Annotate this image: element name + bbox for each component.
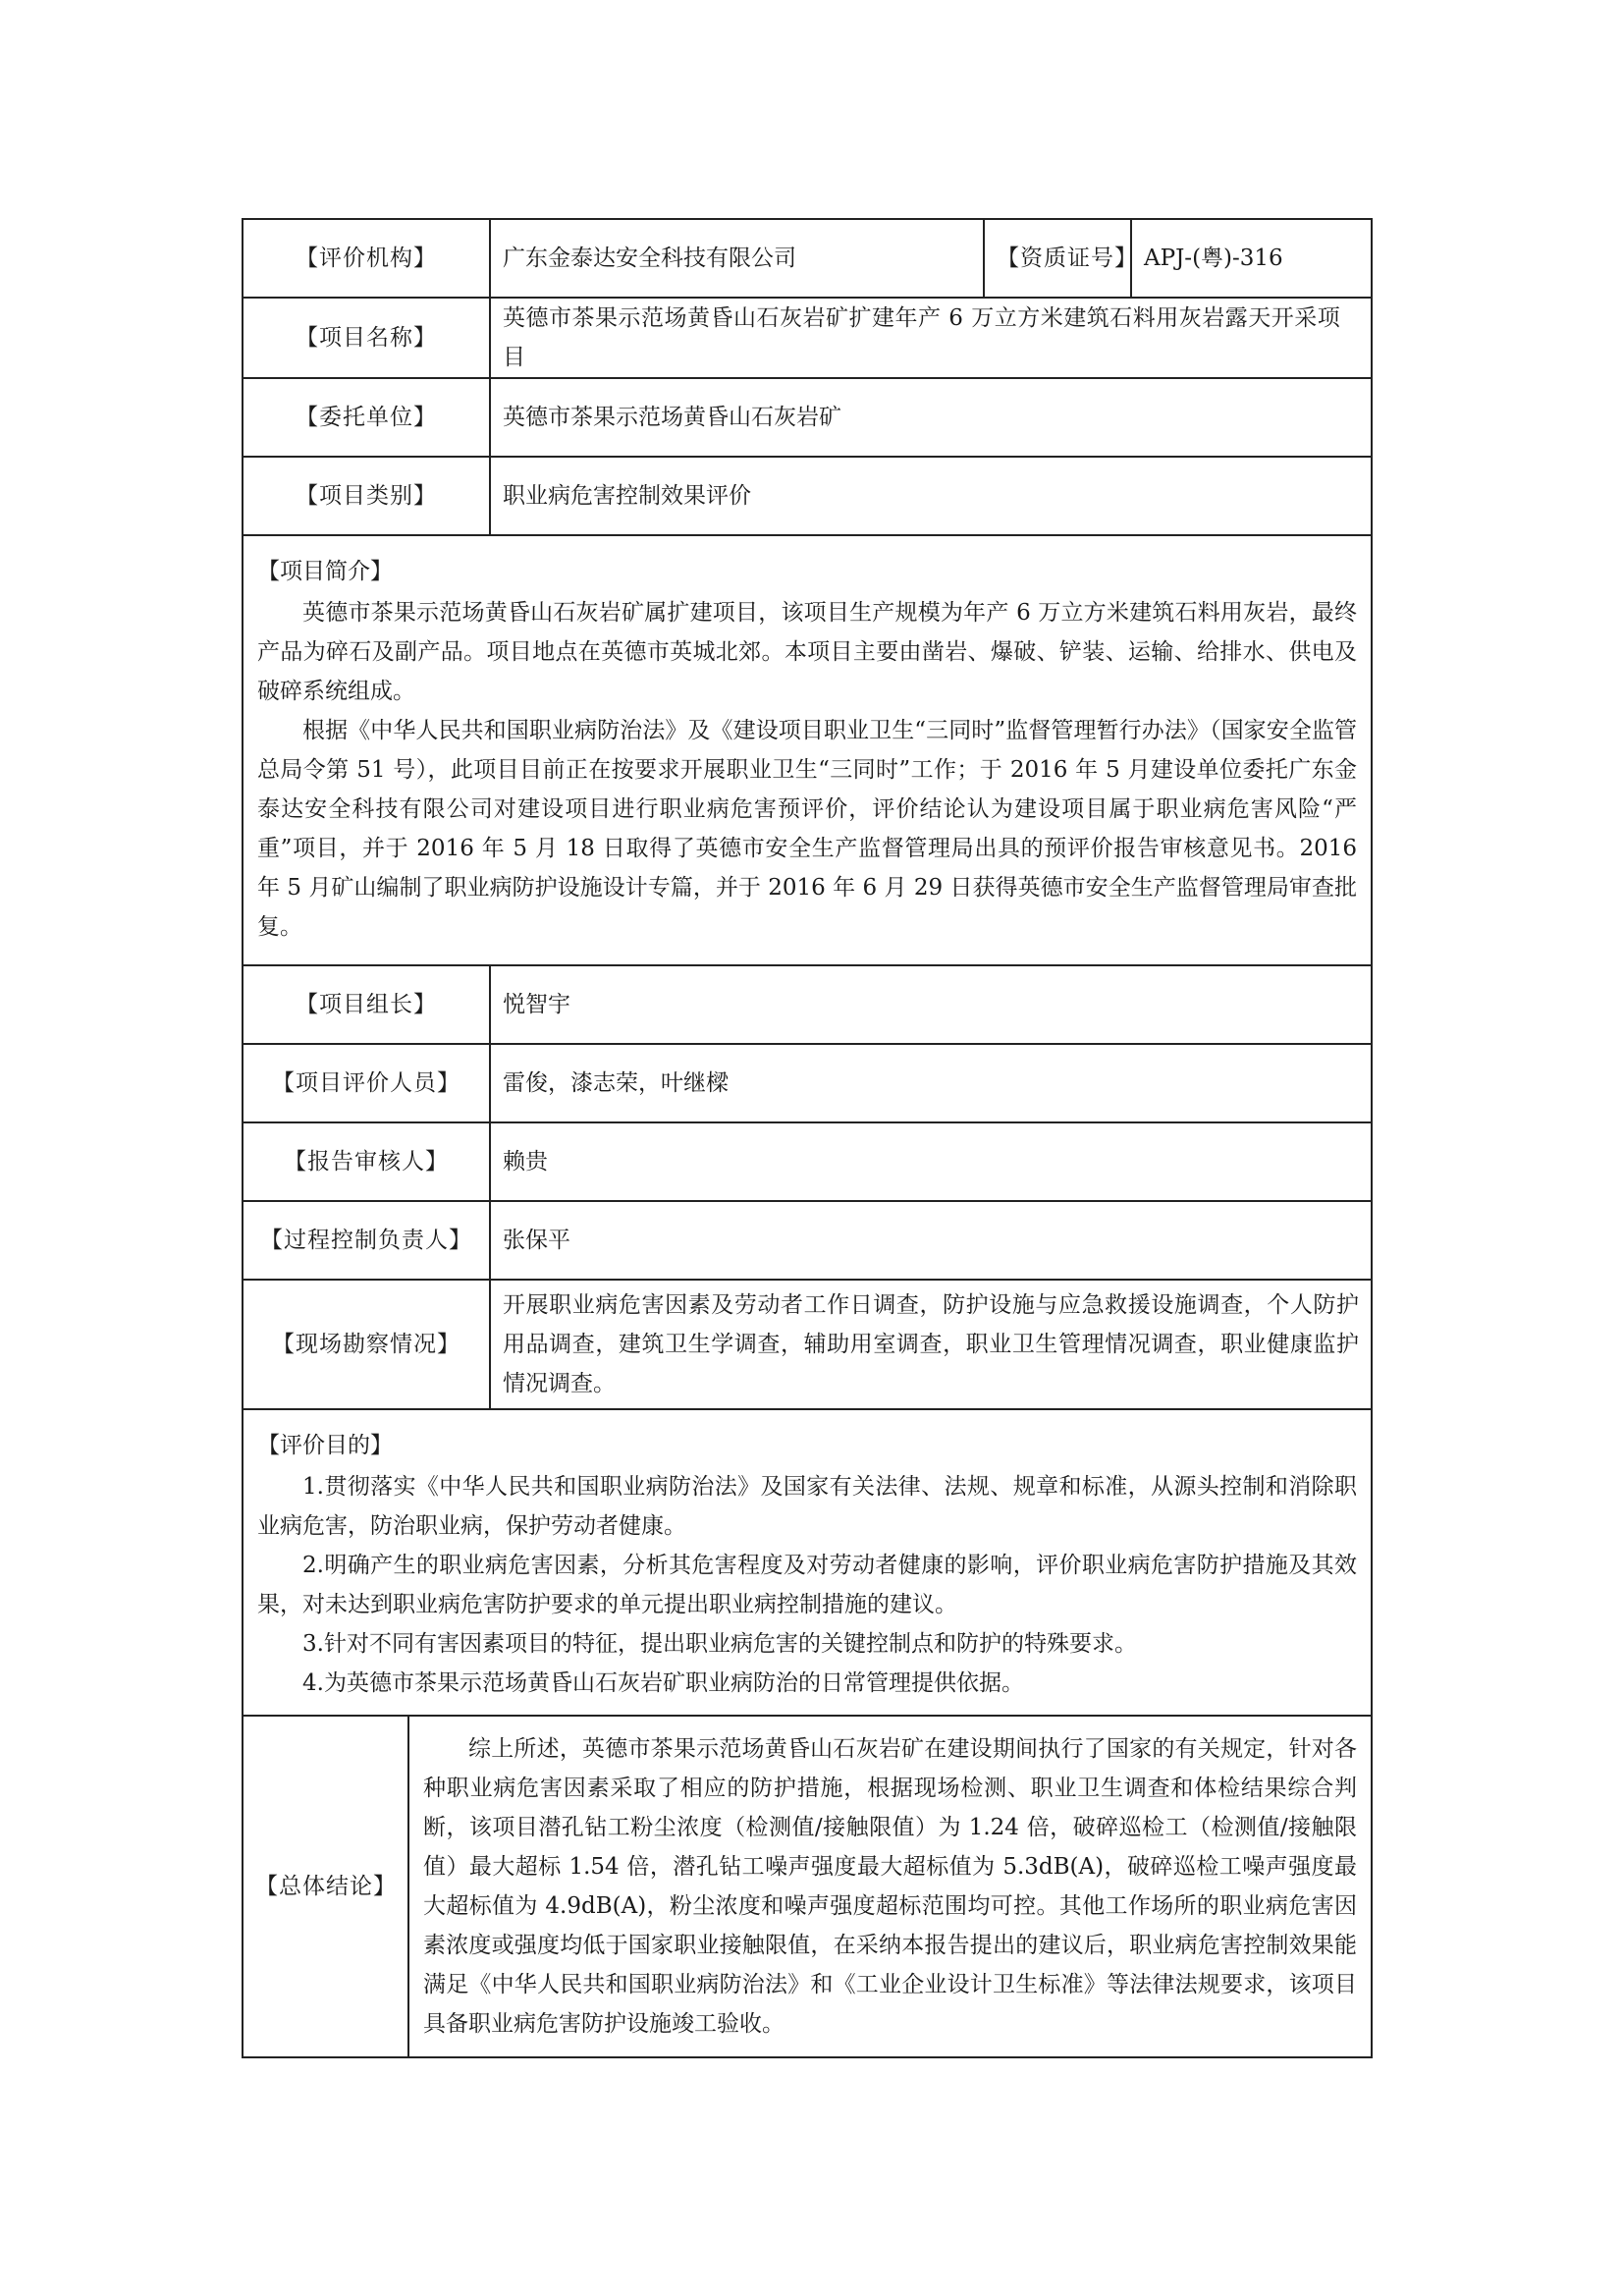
intro-paragraph: 英德市茶果示范场黄昏山石灰岩矿属扩建项目，该项目生产规模为年产 6 万立方米建筑石料用灰岩，最终产品为碎石及副产品。项目地点在英德市英城北郊。本项目主要由凿岩、爆破、铲装、运输、给排水、供电及破碎系统组成。 (257, 600, 1357, 704)
reviewer-value: 赖贵 (490, 1122, 1372, 1201)
row-leader (243, 965, 1372, 1044)
evaluators-label: 【项目评价人员】 (243, 1044, 490, 1122)
row-org (243, 219, 1372, 298)
category-value: 职业病危害控制效果评价 (490, 457, 1372, 535)
conclusion-table (243, 1717, 1371, 2056)
row-site-survey (243, 1280, 1372, 1409)
purpose-section (243, 1409, 1372, 1716)
row-conclusion (243, 1716, 1372, 2057)
intro-paragraph: 根据《中华人民共和国职业病防治法》及《建设项目职业卫生“三同时”监督管理暂行办法》（国家安全监管总局令第 51 号），此项目目前正在按要求开展职业卫生“三同时”工作；于 2016 年 5 月建设单位委托广东金泰达安全科技有限公司对建设项目进行职业病危害预评价，评价结论认为建设项目属于职业病危害风险“严重”项目，并于 2016 年 5 月 18 日取得了英德市安全生产监督管理局出具的预评价报告审核意见书。2016 年 5 月矿山编制了职业病防护设施设计专篇，并于 2016 年 6 月 29 日获得英德市安全生产监督管理局审查批复。 (257, 718, 1357, 940)
cert-value: APJ-(粤)-316 (1131, 219, 1372, 298)
row-purpose (243, 1409, 1372, 1716)
category-label: 【项目类别】 (243, 457, 490, 535)
evaluation-form (242, 218, 1371, 2058)
leader-value: 悦智宇 (490, 965, 1372, 1044)
leader-label: 【项目组长】 (243, 965, 490, 1044)
conclusion-value-cell (408, 1717, 1371, 2056)
project-name-value: 英德市茶果示范场黄昏山石灰岩矿扩建年产 6 万立方米建筑石料用灰岩露天开采项目 (490, 298, 1372, 378)
purpose-title: 【评价目的】 (257, 1433, 393, 1458)
row-intro (243, 535, 1372, 965)
conclusion-wrapper (243, 1716, 1372, 2057)
form-table (242, 218, 1373, 2058)
client-label: 【委托单位】 (243, 378, 490, 457)
evaluators-value: 雷俊，漆志荣，叶继樑 (490, 1044, 1372, 1122)
row-reviewer (243, 1122, 1372, 1201)
purpose-item: 1.贯彻落实《中华人民共和国职业病防治法》及国家有关法律、法规、规章和标准，从源头控制和消除职业病危害，防治职业病，保护劳动者健康。 (257, 1474, 1357, 1539)
project-name-label: 【项目名称】 (243, 298, 490, 378)
project-intro-section (243, 535, 1372, 965)
purpose-item: 3.针对不同有害因素项目的特征，提出职业病危害的关键控制点和防护的特殊要求。 (302, 1631, 1137, 1657)
row-client (243, 378, 1372, 457)
conclusion-label: 【总体结论】 (243, 1717, 408, 2056)
row-project-name (243, 298, 1372, 378)
row-process-control (243, 1201, 1372, 1280)
purpose-item: 2.明确产生的职业病危害因素，分析其危害程度及对劳动者健康的影响，评价职业病危害防护措施及其效果，对未达到职业病危害防护要求的单元提出职业病控制措施的建议。 (257, 1553, 1357, 1617)
row-category (243, 457, 1372, 535)
intro-title: 【项目简介】 (257, 559, 393, 584)
purpose-item: 4.为英德市茶果示范场黄昏山石灰岩矿职业病防治的日常管理提供依据。 (302, 1670, 1024, 1696)
org-value: 广东金泰达安全科技有限公司 (490, 219, 984, 298)
process-value: 张保平 (490, 1201, 1372, 1280)
process-label: 【过程控制负责人】 (243, 1201, 490, 1280)
conclusion-value: 综上所述，英德市茶果示范场黄昏山石灰岩矿在建设期间执行了国家的有关规定，针对各种职业病危害因素采取了相应的防护措施，根据现场检测、职业卫生调查和体检结果综合判断，该项目潜孔钻工粉尘浓度（检测值/接触限值）为 1.24 倍，破碎巡检工（检测值/接触限值）最大超标 1.54 倍，潜孔钻工噪声强度最大超标值为 5.3dB(A)，破碎巡检工噪声强度最大超标值为 4.9dB(A)，粉尘浓度和噪声强度超标范围均可控。其他工作场所的职业病危害因素浓度或强度均低于国家职业接触限值，在采纳本报告提出的建议后，职业病危害控制效果能满足《中华人民共和国职业病防治法》和《工业企业设计卫生标准》等法律法规要求，该项目具备职业病危害防护设施竣工验收。 (423, 1736, 1357, 2037)
org-label: 【评价机构】 (243, 219, 490, 298)
reviewer-label: 【报告审核人】 (243, 1122, 490, 1201)
site-value-cell (490, 1280, 1372, 1409)
site-label: 【现场勘察情况】 (243, 1280, 490, 1409)
cert-label: 【资质证号】 (984, 219, 1131, 298)
row-evaluators (243, 1044, 1372, 1122)
client-value: 英德市茶果示范场黄昏山石灰岩矿 (490, 378, 1372, 457)
site-value: 开展职业病危害因素及劳动者工作日调查，防护设施与应急救援设施调查，个人防护用品调查，建筑卫生学调查，辅助用室调查，职业卫生管理情况调查，职业健康监护情况调查。 (503, 1292, 1359, 1396)
